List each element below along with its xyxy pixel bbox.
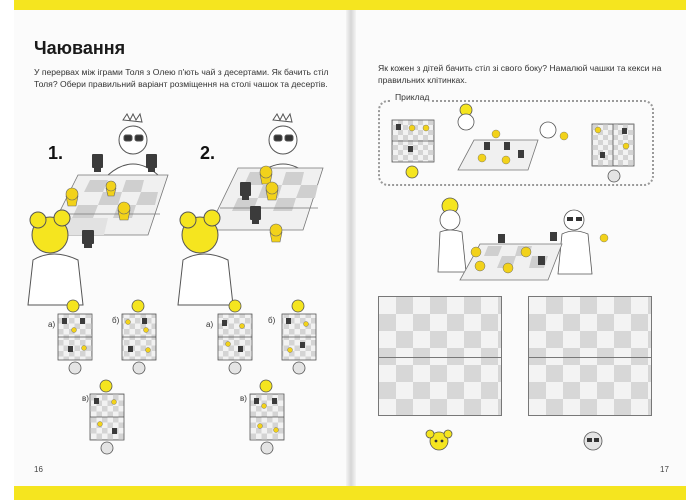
task-1-option-b-label: б) [112,316,120,325]
page-number-left: 16 [34,465,43,474]
answer-grid-left[interactable] [378,296,502,416]
option-board-1b[interactable] [122,300,156,374]
option-boards [14,296,344,466]
task-1-number: 1. [48,143,64,163]
instruction-text: Як кожен з дітей бачить стіл зі свого боку? Намалюй чашки та кекси на правильних клітинках. [378,63,662,85]
page-title: Чаювання [34,38,126,58]
task-2-option-a-label: а) [206,320,214,329]
option-board-2a[interactable] [218,300,252,374]
example-label: Приклад [392,92,432,102]
task-1-option-c-label: в) [82,394,89,403]
option-board-1c[interactable] [90,380,124,454]
example-illustration [378,100,654,186]
girl-face-icon [424,428,454,452]
boy-face-icon [578,428,608,452]
girl-left-figure-icon [438,198,466,272]
task-1-illustration [28,110,198,310]
page-number-right: 17 [660,465,669,474]
grid-divider [529,357,651,358]
right-margin [686,0,700,500]
task-1-option-a-label: а) [48,320,56,329]
task-2-option-b-label: б) [268,316,276,325]
boy-right-figure-icon [558,210,608,274]
answer-grid-right[interactable] [528,296,652,416]
left-margin [0,0,14,500]
task-2-illustration [178,110,348,310]
intro-text: У перервах між іграми Толя з Олею п'ють чай з десертами. Як бачить стіл Толя? Обери правильний варіант розміщення на столі чашок та десертів. [34,67,329,89]
task-2-number: 2. [200,143,216,163]
option-board-1a[interactable] [58,300,92,374]
option-board-2c[interactable] [250,380,284,454]
grid-divider [379,357,501,358]
option-board-2b[interactable] [282,300,316,374]
main-task-illustration [430,196,650,296]
task-2-option-c-label: в) [240,394,247,403]
